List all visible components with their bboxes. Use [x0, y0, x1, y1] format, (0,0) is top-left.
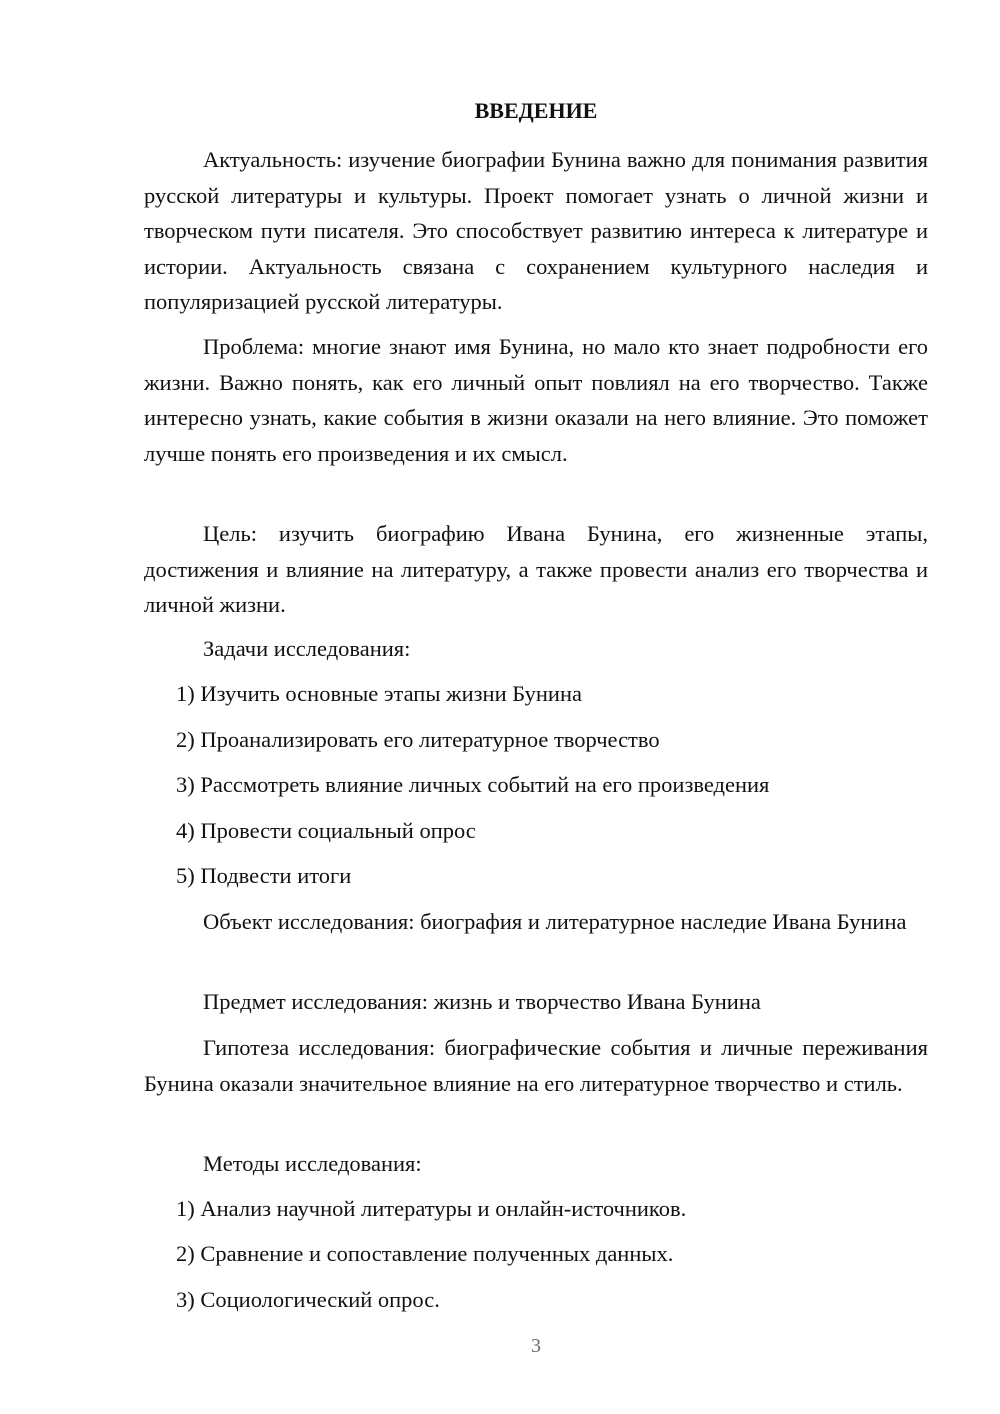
method-item-1: 1) Анализ научной литературы и онлайн-источников.: [176, 1196, 687, 1221]
object-paragraph: Объект исследования: биография и литературное наследие Ивана Бунина: [203, 909, 907, 934]
section-heading: ВВЕДЕНИЕ: [474, 98, 598, 123]
methods-title: Методы исследования:: [203, 1151, 422, 1176]
task-item-3: 3) Рассмотреть влияние личных событий на его произведения: [176, 772, 770, 797]
goal-paragraph: Цель: изучить биографию Ивана Бунина, его жизненные этапы, достижения и влияние на литературу, а также провести анализ его творчества и личной жизни.: [144, 521, 928, 617]
task-item-2: 2) Проанализировать его литературное творчество: [176, 727, 660, 752]
method-item-3: 3) Социологический опрос.: [176, 1287, 440, 1312]
page-number: 3: [531, 1335, 541, 1357]
problem-paragraph: Проблема: многие знают имя Бунина, но мало кто знает подробности его жизни. Важно понять, как его личный опыт повлиял на его творчество. Также интересно узнать, какие события в жизни оказали на него влияние. Это поможет лучше понять его произведения и их смысл.: [144, 334, 928, 466]
hypothesis-paragraph: Гипотеза исследования: биографические события и личные переживания Бунина оказали значительное влияние на его литературное творчество и стиль.: [144, 1035, 928, 1096]
tasks-title: Задачи исследования:: [203, 636, 411, 661]
method-item-2: 2) Сравнение и сопоставление полученных данных.: [176, 1241, 674, 1266]
task-item-1: 1) Изучить основные этапы жизни Бунина: [176, 681, 582, 706]
relevance-paragraph: Актуальность: изучение биографии Бунина важно для понимания развития русской литературы и культуры. Проект помогает узнать о личной жизни и творческом пути писателя. Это способствует развитию интереса к литературе и истории. Актуальность связана с сохранением культурного наследия и популяризацией русской литературы.: [144, 147, 928, 314]
task-item-5: 5) Подвести итоги: [176, 863, 352, 888]
task-item-4: 4) Провести социальный опрос: [176, 818, 476, 843]
subject-paragraph: Предмет исследования: жизнь и творчество Ивана Бунина: [203, 989, 761, 1014]
